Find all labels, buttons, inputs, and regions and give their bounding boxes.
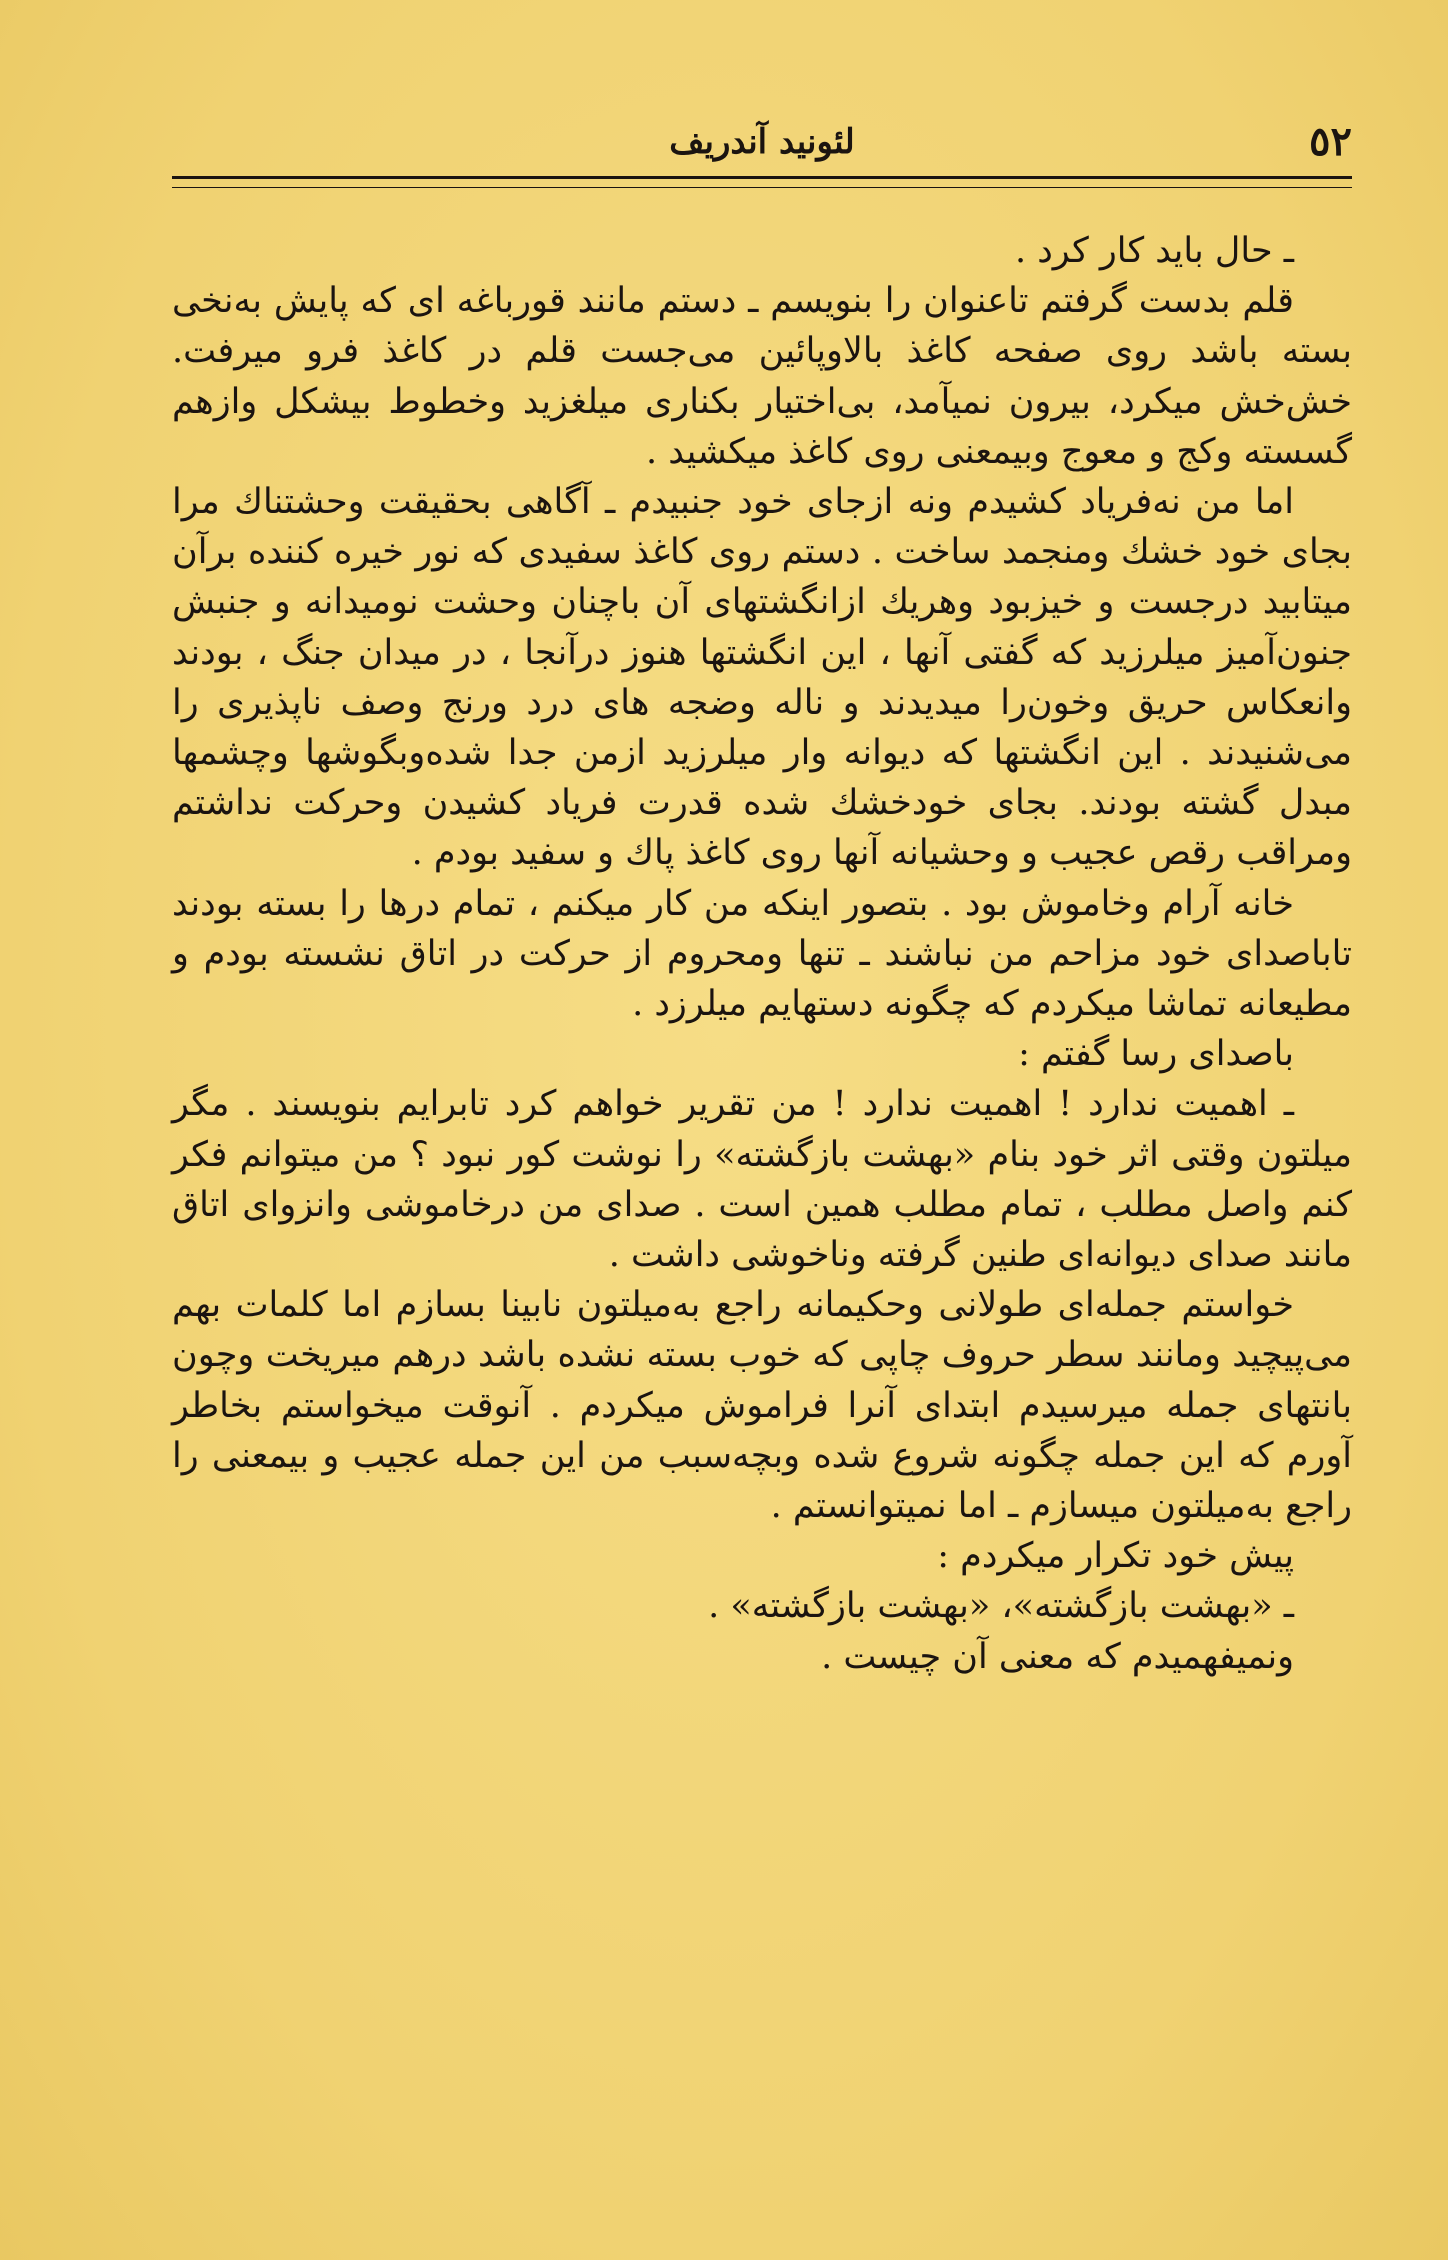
paragraph-10: ونمیفهمیدم که معنی آن چیست .: [821, 1636, 1294, 1677]
running-title: لئونید آندریف: [669, 122, 855, 162]
paragraph-2: قلم بدست گرفتم تاعنوان را بنویسم ـ دستم مانند قورباغه ای که پایش به‌نخی بسته باشد روی صفحه کاغذ بالاوپائین می‌جست قلم در کاغذ فرو میرفت. خش‌خش میکرد، بیرون نمیآمد، بی‌اختیار بکناری میلغزید وخطوط بیشکل وازهم گسسته وکج و معوج وبیمعنی روی کاغذ میکشید .: [172, 281, 1352, 472]
paragraph-9: ـ «بهشت بازگشته»، «بهشت بازگشته» .: [708, 1586, 1294, 1627]
paragraph-6: ـ اهمیت ندارد ! اهمیت ندارد ! من تقریر خواهم کرد تابرایم بنویسند . مگر میلتون وقتی اثر خود بنام «بهشت بازگشته» را نوشت کور نبود ؟ من میتوانم فکر کنم واصل مطلب ، تمام مطلب همین است . صدای من درخاموشی وانزوای اتاق مانند صدای دیوانه‌ای طنین گرفته وناخوشی داشت .: [172, 1084, 1352, 1276]
paragraph-3: اما من نه‌فریاد کشیدم ونه ازجای خود جنبیدم ـ آگاهی بحقیقت وحشتناك مرا بجای خود خشك ومنجمد ساخت . دستم روی کاغذ سفیدی که نور خیره کننده برآن میتابید درجست و خیزبود وهریك ازانگشتهای آن باچنان وحشت نومیدانه و جنبش جنون‌آمیز میلرزید که گفتی آنها ، این انگشتها هنوز درآنجا ، در میدان جنگ ، بودند وانعکاس حریق وخون‌را میدیدند و ناله وضجه های درد ورنج وصف ناپذیری را می‌شنیدند . این انگشتها که دیوانه وار میلرزید ازمن جدا شده‌وبگوشها وچشمها مبدل گشته بودند. بجای خودخشك شده قدرت فریاد کشیدن وحرکت نداشتم ومراقب رقص عجیب و وحشیانه آنها روی کاغذ پاك و سفید بودم .: [172, 482, 1352, 874]
paragraph-1: ـ حال باید کار کرد .: [1014, 231, 1294, 271]
header-rule: [172, 176, 1352, 188]
paragraph-5: باصدای رسا گفتم :: [1018, 1034, 1294, 1075]
paragraph-7: خواستم جمله‌ای طولانی وحکیمانه راجع به‌میلتون نابینا بسازم اما کلمات بهم می‌پیچید ومانند سطر حروف چاپی که خوب بسته نشده باشد درهم میریخت وچون بانتهای جمله میرسیدم ابتدای آنرا فراموش میکردم . آنوقت میخواستم بخاطر آورم که این جمله چگونه شروع شده وبچه‌سبب من این جمله عجیب و بیمعنی را راجع به‌میلتون میسازم ـ اما نمیتوانستم .: [172, 1285, 1352, 1527]
body-text: [172, 226, 1352, 1682]
paragraph-4: خانه آرام وخاموش بود . بتصور اینکه من کار میکنم ، تمام درها را بسته بودند تاباصدای خود مزاحم من نباشند ـ تنها ومحروم از حرکت در اتاق نشسته بودم و مطیعانه تماشا میکردم که چگونه دستهایم میلرزد .: [172, 883, 1352, 1025]
paragraph-8: پیش خود تکرار میکردم :: [937, 1536, 1294, 1577]
page-header: [172, 118, 1352, 178]
page-number: ٥٢: [1309, 118, 1352, 165]
